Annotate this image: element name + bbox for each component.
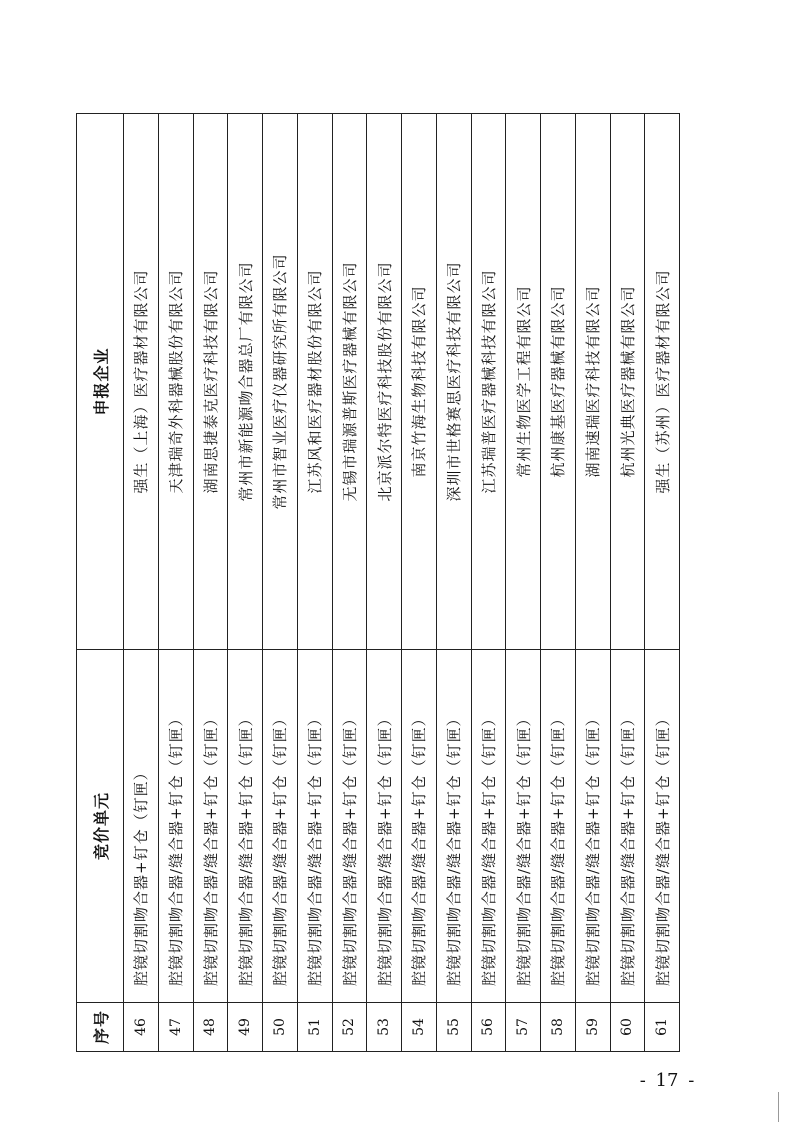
page-number-dash-left: - (639, 1070, 646, 1091)
cell-serial-number: 57 (506, 1003, 541, 1052)
cell-company: 无锡市瑞源普斯医疗器械有限公司 (332, 114, 367, 650)
cell-company: 常州生物医学工程有限公司 (506, 114, 541, 650)
table-row (436, 114, 471, 1052)
table-row (228, 114, 263, 1052)
cell-bidding-unit: 腔镜切割吻合器+钉仓（钉匣） (124, 650, 159, 1003)
table-header-row (77, 114, 124, 1052)
cell-company: 南京竹海生物科技有限公司 (402, 114, 437, 650)
table-row (610, 114, 645, 1052)
cell-bidding-unit: 腔镜切割吻合器/缝合器+钉仓（钉匣） (402, 650, 437, 1003)
cell-bidding-unit: 腔镜切割吻合器/缝合器+钉仓（钉匣） (193, 650, 228, 1003)
cell-company: 常州市智业医疗仪器研究所有限公司 (263, 114, 298, 650)
cell-serial-number: 47 (158, 1003, 193, 1052)
header-serial-number: 序号 (77, 1003, 124, 1052)
cell-serial-number: 58 (541, 1003, 576, 1052)
cell-bidding-unit: 腔镜切割吻合器/缝合器+钉仓（钉匣） (228, 650, 263, 1003)
cell-company: 湖南思捷泰克医疗科技有限公司 (193, 114, 228, 650)
cell-serial-number: 52 (332, 1003, 367, 1052)
cell-company: 江苏瑞普医疗器械科技有限公司 (471, 114, 506, 650)
table-row (158, 114, 193, 1052)
table-row (541, 114, 576, 1052)
bidding-results-table (76, 113, 680, 1052)
cell-serial-number: 54 (402, 1003, 437, 1052)
cell-bidding-unit: 腔镜切割吻合器/缝合器+钉仓（钉匣） (541, 650, 576, 1003)
table-row (193, 114, 228, 1052)
cell-serial-number: 55 (436, 1003, 471, 1052)
cell-bidding-unit: 腔镜切割吻合器/缝合器+钉仓（钉匣） (332, 650, 367, 1003)
table-row (575, 114, 610, 1052)
table-row (297, 114, 332, 1052)
cell-serial-number: 46 (124, 1003, 159, 1052)
cell-company: 江苏风和医疗器材股份有限公司 (297, 114, 332, 650)
cell-bidding-unit: 腔镜切割吻合器/缝合器+钉仓（钉匣） (645, 650, 680, 1003)
cell-company: 常州市新能源吻合器总厂有限公司 (228, 114, 263, 650)
page-number-value: 17 (655, 1070, 679, 1091)
cell-serial-number: 60 (610, 1003, 645, 1052)
page-number (622, 1070, 712, 1091)
table-row (263, 114, 298, 1052)
cell-company: 天津瑞奇外科器械股份有限公司 (158, 114, 193, 650)
cell-company: 强生（上海）医疗器材有限公司 (124, 114, 159, 650)
cell-bidding-unit: 腔镜切割吻合器/缝合器+钉仓（钉匣） (436, 650, 471, 1003)
cell-company: 杭州光典医疗器械有限公司 (610, 114, 645, 650)
header-company: 申报企业 (77, 114, 124, 650)
cell-company: 强生（苏州）医疗器材有限公司 (645, 114, 680, 650)
table-row (402, 114, 437, 1052)
scan-edge-line (778, 1092, 779, 1122)
table-row (471, 114, 506, 1052)
cell-company: 深圳市世格赛思医疗科技有限公司 (436, 114, 471, 650)
page-number-dash-right: - (688, 1070, 695, 1091)
cell-bidding-unit: 腔镜切割吻合器/缝合器+钉仓（钉匣） (367, 650, 402, 1003)
cell-bidding-unit: 腔镜切割吻合器/缝合器+钉仓（钉匣） (158, 650, 193, 1003)
cell-serial-number: 51 (297, 1003, 332, 1052)
cell-serial-number: 53 (367, 1003, 402, 1052)
cell-bidding-unit: 腔镜切割吻合器/缝合器+钉仓（钉匣） (506, 650, 541, 1003)
cell-serial-number: 48 (193, 1003, 228, 1052)
header-bidding-unit: 竞价单元 (77, 650, 124, 1003)
cell-company: 湖南速瑞医疗科技有限公司 (575, 114, 610, 650)
cell-serial-number: 56 (471, 1003, 506, 1052)
cell-company: 杭州康基医疗器械有限公司 (541, 114, 576, 650)
cell-serial-number: 49 (228, 1003, 263, 1052)
cell-serial-number: 61 (645, 1003, 680, 1052)
table-row (506, 114, 541, 1052)
cell-bidding-unit: 腔镜切割吻合器/缝合器+钉仓（钉匣） (610, 650, 645, 1003)
table-row (124, 114, 159, 1052)
cell-bidding-unit: 腔镜切割吻合器/缝合器+钉仓（钉匣） (471, 650, 506, 1003)
table-row (645, 114, 680, 1052)
table-row (332, 114, 367, 1052)
cell-bidding-unit: 腔镜切割吻合器/缝合器+钉仓（钉匣） (263, 650, 298, 1003)
cell-bidding-unit: 腔镜切割吻合器/缝合器+钉仓（钉匣） (575, 650, 610, 1003)
cell-bidding-unit: 腔镜切割吻合器/缝合器+钉仓（钉匣） (297, 650, 332, 1003)
cell-company: 北京派尔特医疗科技股份有限公司 (367, 114, 402, 650)
table-row (367, 114, 402, 1052)
cell-serial-number: 59 (575, 1003, 610, 1052)
cell-serial-number: 50 (263, 1003, 298, 1052)
